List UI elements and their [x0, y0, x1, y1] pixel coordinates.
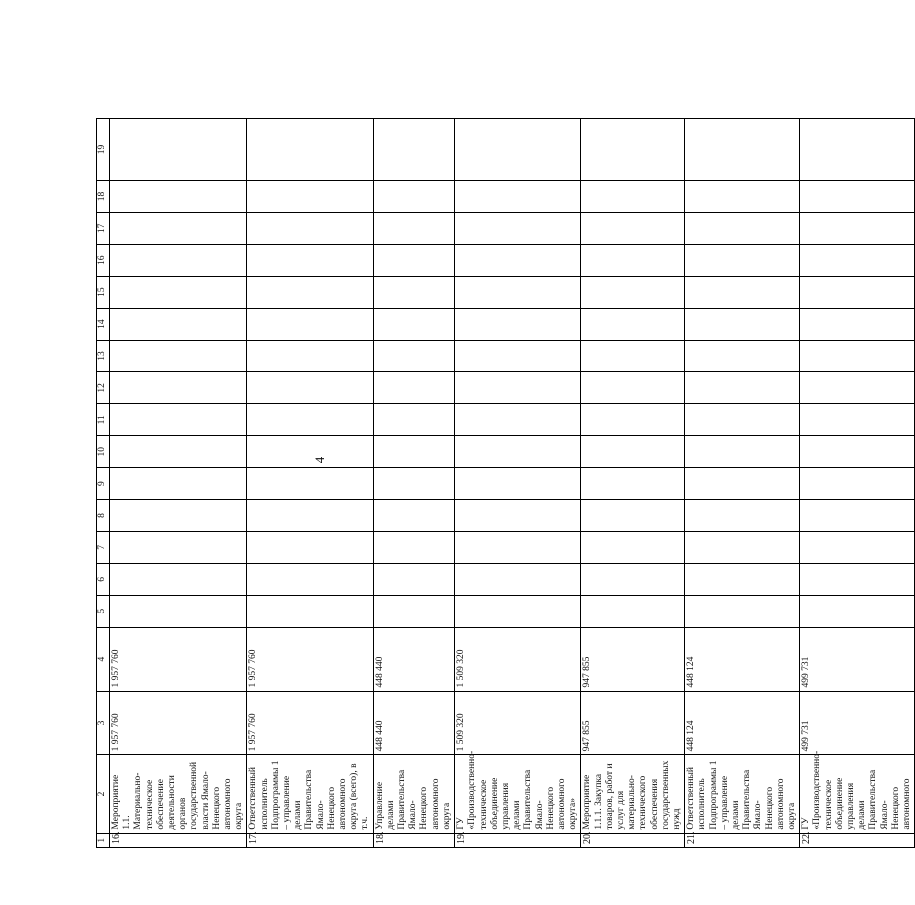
column-number: 17: [97, 212, 110, 244]
column-number: 10: [97, 436, 110, 468]
row-number: 22.: [800, 833, 915, 847]
column-number: 3: [97, 691, 110, 755]
value-col-3: 499 731: [800, 691, 915, 755]
column-number: 15: [97, 276, 110, 308]
value-col-4: 499 731: [800, 627, 915, 691]
column-number: 2: [97, 755, 110, 833]
table-row: [581, 119, 685, 848]
row-description: Мероприятие 1.1.1. Закупка товаров, работ и услуг для материально-технического обеспечения государственных нужд: [581, 755, 685, 833]
row-number: 21.: [685, 833, 800, 847]
table-row: [110, 119, 247, 848]
column-number: 6: [97, 563, 110, 595]
row-description: ГУ «Производственно-техническое объединение управления делами Правительства Ямало-Ненецкого автономного округа»: [455, 755, 581, 833]
column-number: 5: [97, 595, 110, 627]
column-number: 13: [97, 340, 110, 372]
column-number: 14: [97, 308, 110, 340]
column-number: 19: [97, 119, 110, 181]
value-col-3: 1 957 760: [110, 691, 247, 755]
row-description: Мероприятие 1.1. Материально-техническое обеспечение деятельности органов государственной власти Ямало-Ненецкого автономного округа: [110, 755, 247, 833]
column-number-row: [97, 119, 110, 848]
column-number: 8: [97, 500, 110, 532]
value-col-3: 448 124: [685, 691, 800, 755]
row-number: 16.: [110, 833, 247, 847]
value-col-4: 947 855: [581, 627, 685, 691]
row-description: Управление делами Правительства Ямало-Ненецкого автономного округа: [373, 755, 454, 833]
row-number: 17.: [247, 833, 373, 847]
rotated-table-container: [96, 118, 913, 848]
row-description: Ответственный исполнитель Подпрограммы 1 – управление делами Правительства Ямало-Ненецкого автономного округа: [685, 755, 800, 833]
table-row: [373, 119, 454, 848]
row-number: 18.: [373, 833, 454, 847]
value-col-4: 448 440: [373, 627, 454, 691]
column-number: 18: [97, 181, 110, 213]
column-number: 9: [97, 468, 110, 500]
budget-table: [96, 118, 915, 848]
row-number: 20.: [581, 833, 685, 847]
column-number: 1: [97, 833, 110, 847]
row-description: ГУ «Производственно-техническое объединение управления делами Правительства Ямало-Ненецкого автономного: [800, 755, 915, 833]
value-col-4: 1 509 320: [455, 627, 581, 691]
value-col-4: 1 957 760: [110, 627, 247, 691]
column-number: 12: [97, 372, 110, 404]
value-col-3: 1 509 320: [455, 691, 581, 755]
value-col-4: 448 124: [685, 627, 800, 691]
table-row: [455, 119, 581, 848]
row-number: 19.: [455, 833, 581, 847]
value-col-3: 947 855: [581, 691, 685, 755]
value-col-3: 1 957 760: [247, 691, 373, 755]
row-description: Ответственный исполнитель Подпрограммы 1 – управление делами Правительства Ямало-Ненецкого автономного округа (всего), в т.ч.: [247, 755, 373, 833]
table-row: [685, 119, 800, 848]
column-number: 4: [97, 627, 110, 691]
column-number: 16: [97, 244, 110, 276]
value-col-4: 1 957 760: [247, 627, 373, 691]
value-col-3: 448 440: [373, 691, 454, 755]
page-number: 4: [312, 456, 327, 464]
table-row: [247, 119, 373, 848]
column-number: 7: [97, 531, 110, 563]
column-number: 11: [97, 404, 110, 436]
table-row: [800, 119, 915, 848]
